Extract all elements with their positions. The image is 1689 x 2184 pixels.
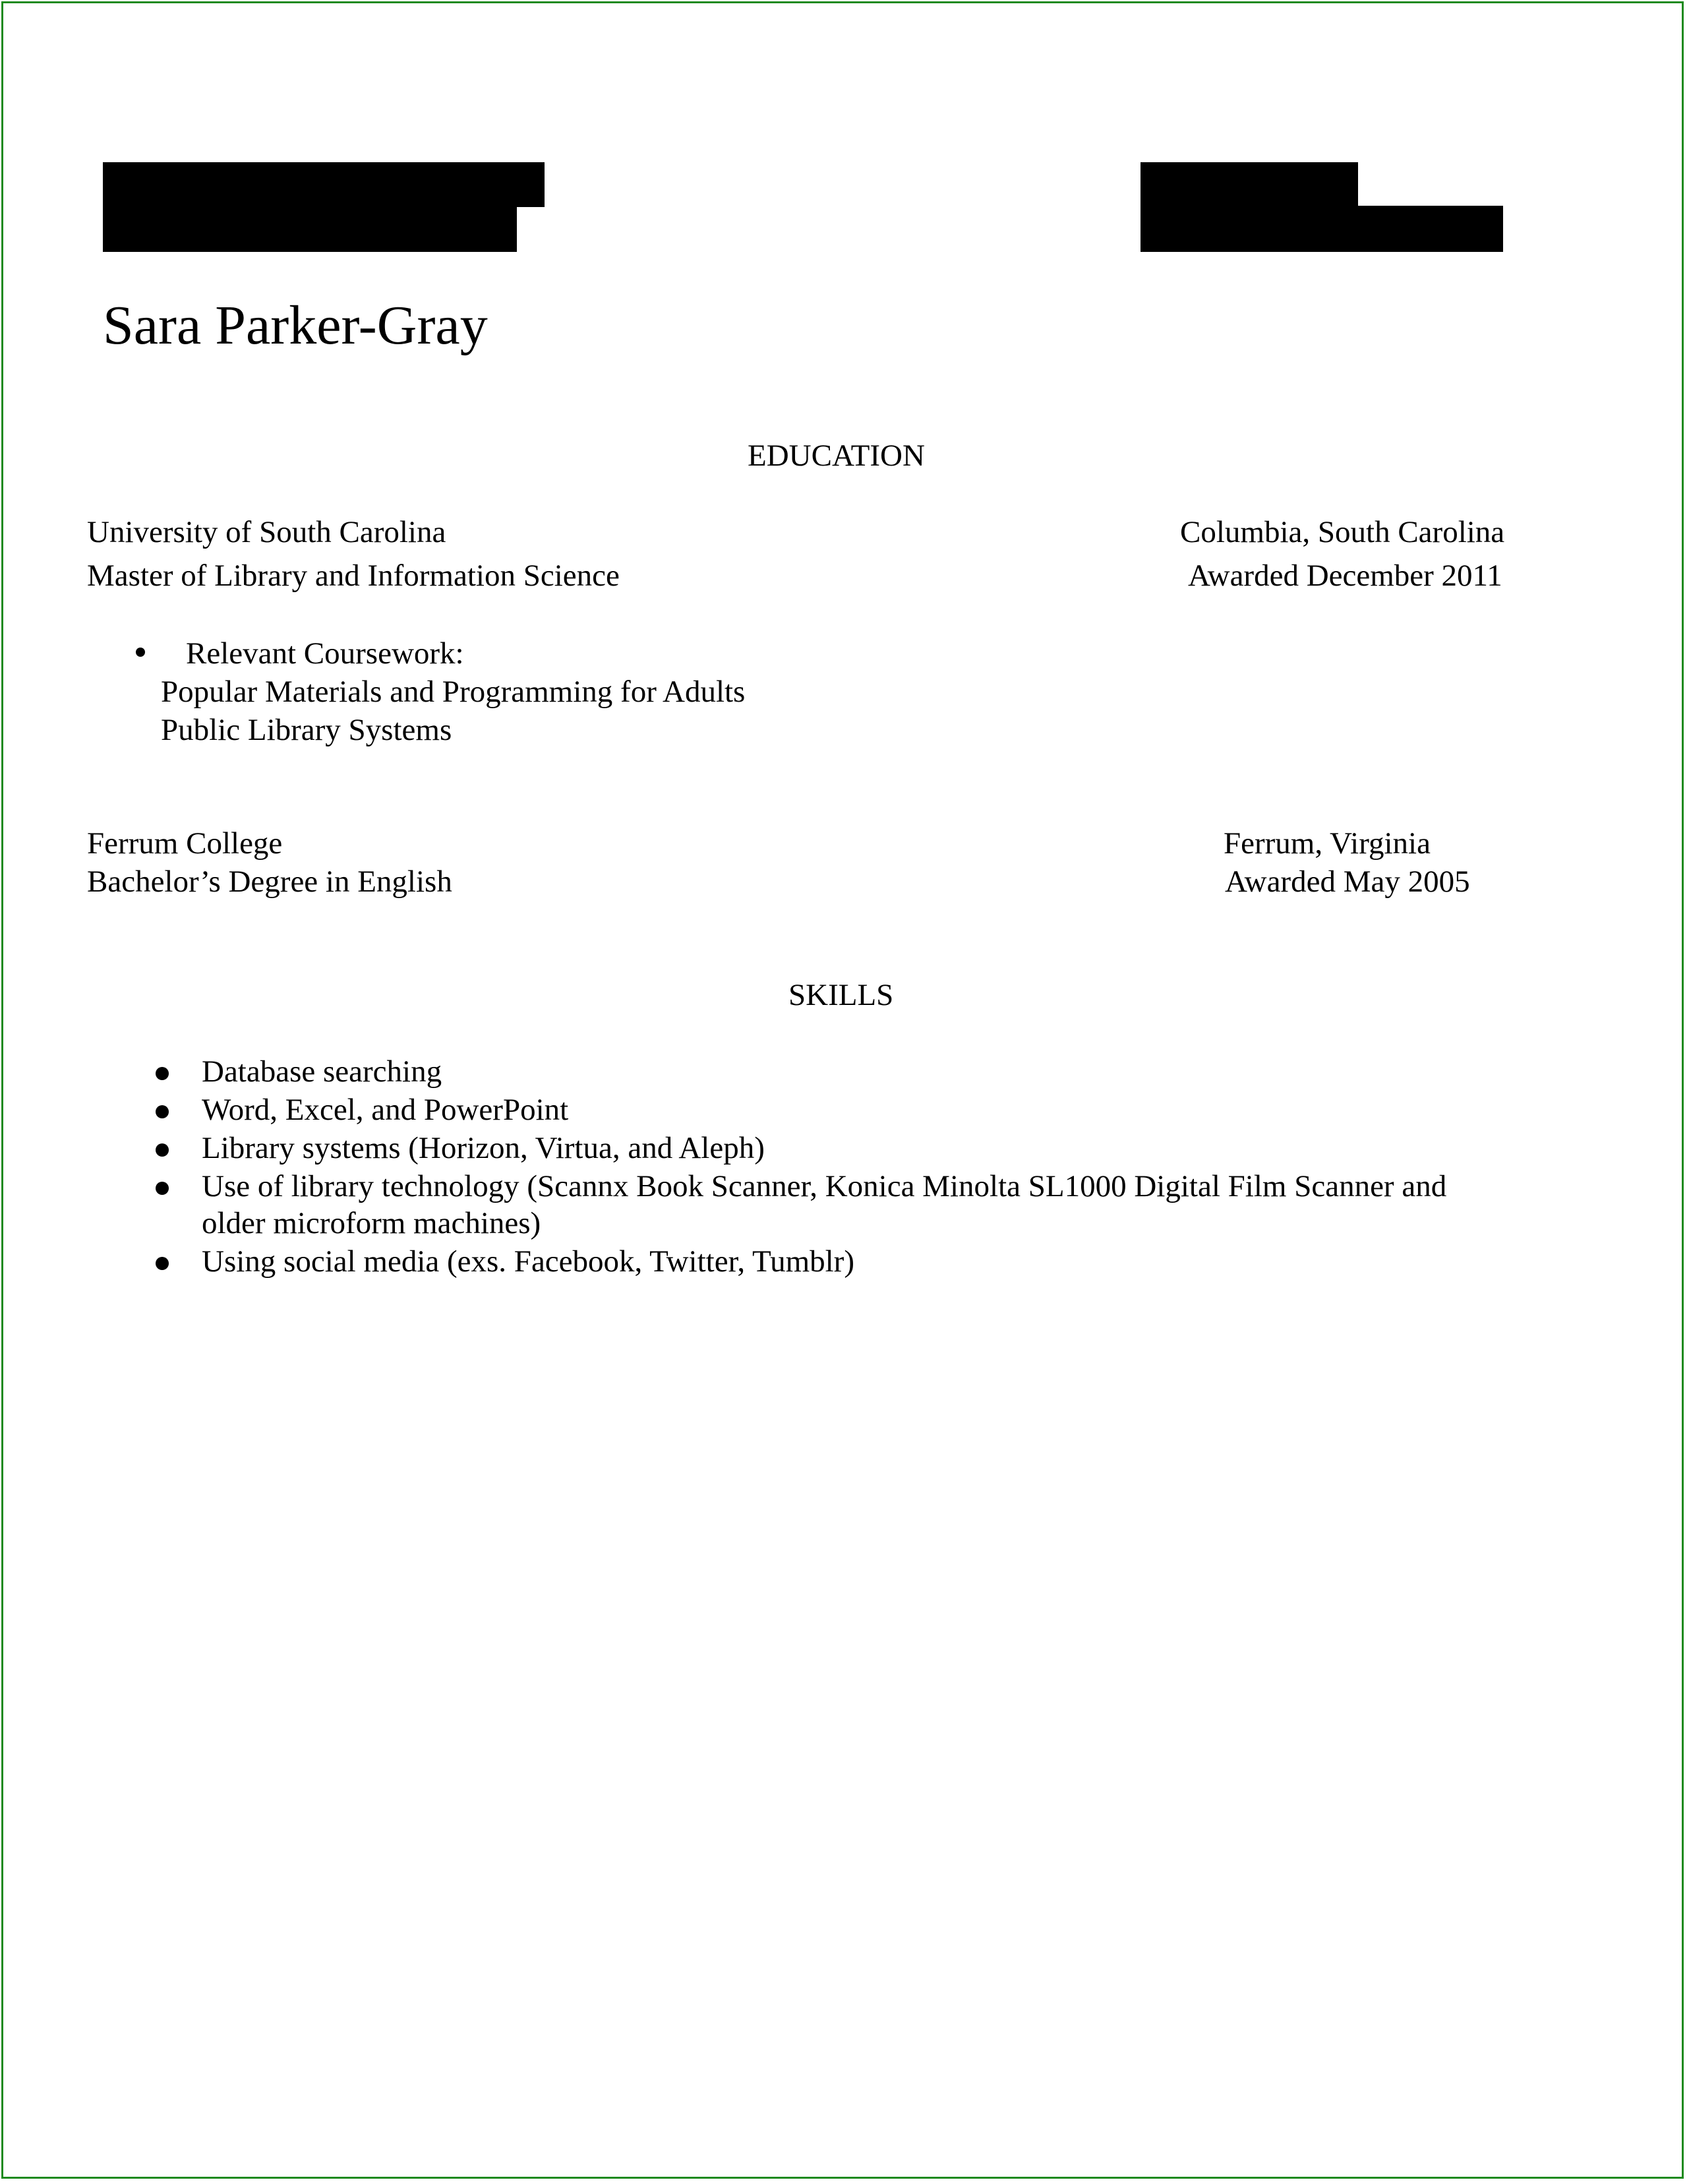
skill-item: Using social media (exs. Facebook, Twitter, Tumblr) [202,1244,854,1279]
applicant-name: Sara Parker-Gray [103,295,488,356]
skills-heading: SKILLS [788,978,894,1012]
coursework-label: Relevant Coursework: [186,636,464,671]
redaction-block-left-top [103,162,545,207]
skill-item: Library systems (Horizon, Virtua, and Aleph) [202,1131,765,1165]
redaction-block-right-bottom [1141,206,1503,252]
skill-item: Word, Excel, and PowerPoint [202,1093,569,1127]
bullet-icon [136,648,145,657]
school-location: Ferrum, Virginia [1224,826,1431,861]
bullet-icon [156,1257,169,1270]
education-heading: EDUCATION [748,439,925,473]
skill-item-continued: older microform machines) [202,1206,541,1240]
degree-awarded: Awarded May 2005 [1225,864,1470,899]
school-name: University of South Carolina [87,515,446,549]
bullet-icon [156,1182,169,1195]
course-item: Public Library Systems [161,713,452,747]
degree-name: Bachelor’s Degree in English [87,864,452,899]
bullet-icon [156,1143,169,1157]
school-name: Ferrum College [87,826,283,861]
redaction-block-right-top [1141,162,1358,207]
skill-item: Use of library technology (Scannx Book Scanner, Konica Minolta SL1000 Digital Film Scanner and [202,1169,1447,1203]
degree-name: Master of Library and Information Science [87,559,620,593]
school-location: Columbia, South Carolina [1180,515,1505,549]
bullet-icon [156,1067,169,1080]
skill-item: Database searching [202,1054,442,1089]
course-item: Popular Materials and Programming for Adults [161,675,746,709]
degree-awarded: Awarded December 2011 [1188,559,1502,593]
redaction-block-left-bottom [103,206,517,252]
bullet-icon [156,1105,169,1118]
